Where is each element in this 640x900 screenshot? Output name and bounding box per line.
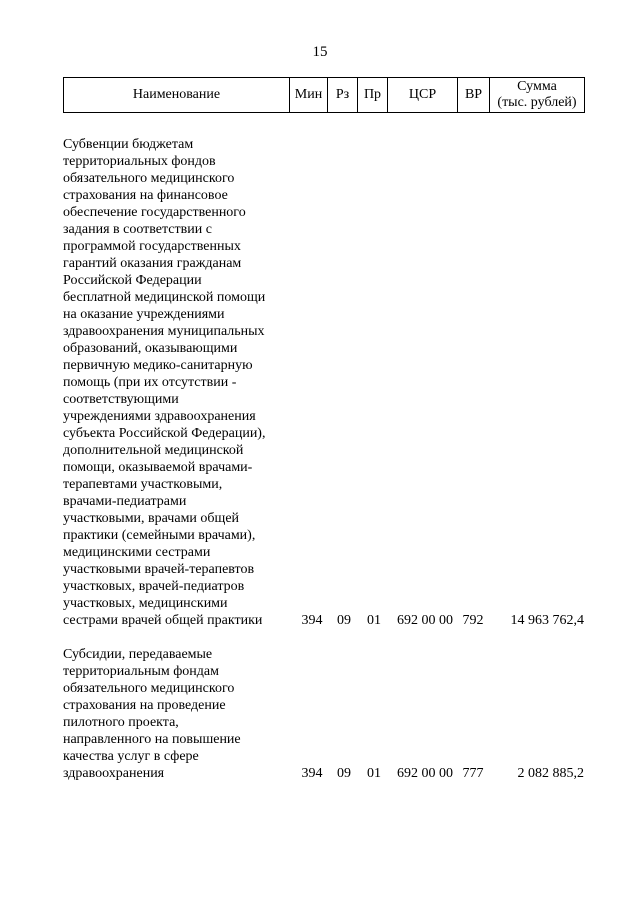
row-sum: 2 082 885,2 bbox=[517, 766, 584, 781]
header-sum-line1: Сумма bbox=[517, 79, 557, 94]
row-name: Субсидии, передаваемые территориальным фондам обязательного медицинского страхования на проведение пилотного проекта, направленного на повышение качества услуг в сфере здравоохранения bbox=[63, 647, 241, 781]
row-name: Субвенции бюджетам территориальных фондов обязательного медицинского страхования на финансовое обеспечение государственного задания в соответствии с программой государственных гарантий оказания гражданам Российской Федерации бесплатной медицинской помощи на оказание учреждениями здравоохранения муниципальных образований, оказывающими первичную медико-санитарную помощь (при их отсутствии - соответствующими учреждениями здравоохранения субъекта Российской Федерации), дополнительной медицинской помощи, оказываемой врачами- терапевтами участковыми, врачами-педиатрами участковыми, врачами общей практики (семейными врачами), медицинскими сестрами участковыми врачей-терапевтов участковых, врачей-педиатров участковых, медицинскими сестрами врачей общей практики bbox=[63, 137, 266, 628]
table-row bbox=[63, 136, 584, 629]
row-codes bbox=[63, 765, 584, 782]
row-rz: 09 bbox=[337, 766, 351, 781]
row-sum: 14 963 762,4 bbox=[510, 613, 584, 628]
header-sum-line2: (тыс. рублей) bbox=[497, 95, 577, 110]
page-number: 15 bbox=[312, 44, 328, 60]
row-min: 394 bbox=[301, 613, 323, 628]
row-csr: 692 00 00 bbox=[397, 613, 453, 628]
header-pr: Пр bbox=[358, 78, 388, 113]
header-vr: ВР bbox=[458, 78, 490, 113]
header-min: Мин bbox=[290, 78, 328, 113]
row-pr: 01 bbox=[367, 613, 381, 628]
row-vr: 777 bbox=[462, 766, 484, 781]
row-codes bbox=[63, 612, 584, 629]
table-header bbox=[63, 77, 585, 113]
header-name: Наименование bbox=[64, 78, 290, 113]
row-csr: 692 00 00 bbox=[397, 766, 453, 781]
header-sum bbox=[490, 78, 585, 113]
header-rz: Рз bbox=[328, 78, 358, 113]
row-pr: 01 bbox=[367, 766, 381, 781]
table-row bbox=[63, 646, 584, 782]
header-csr: ЦСР bbox=[388, 78, 458, 113]
row-vr: 792 bbox=[462, 613, 484, 628]
row-min: 394 bbox=[301, 766, 323, 781]
row-rz: 09 bbox=[337, 613, 351, 628]
